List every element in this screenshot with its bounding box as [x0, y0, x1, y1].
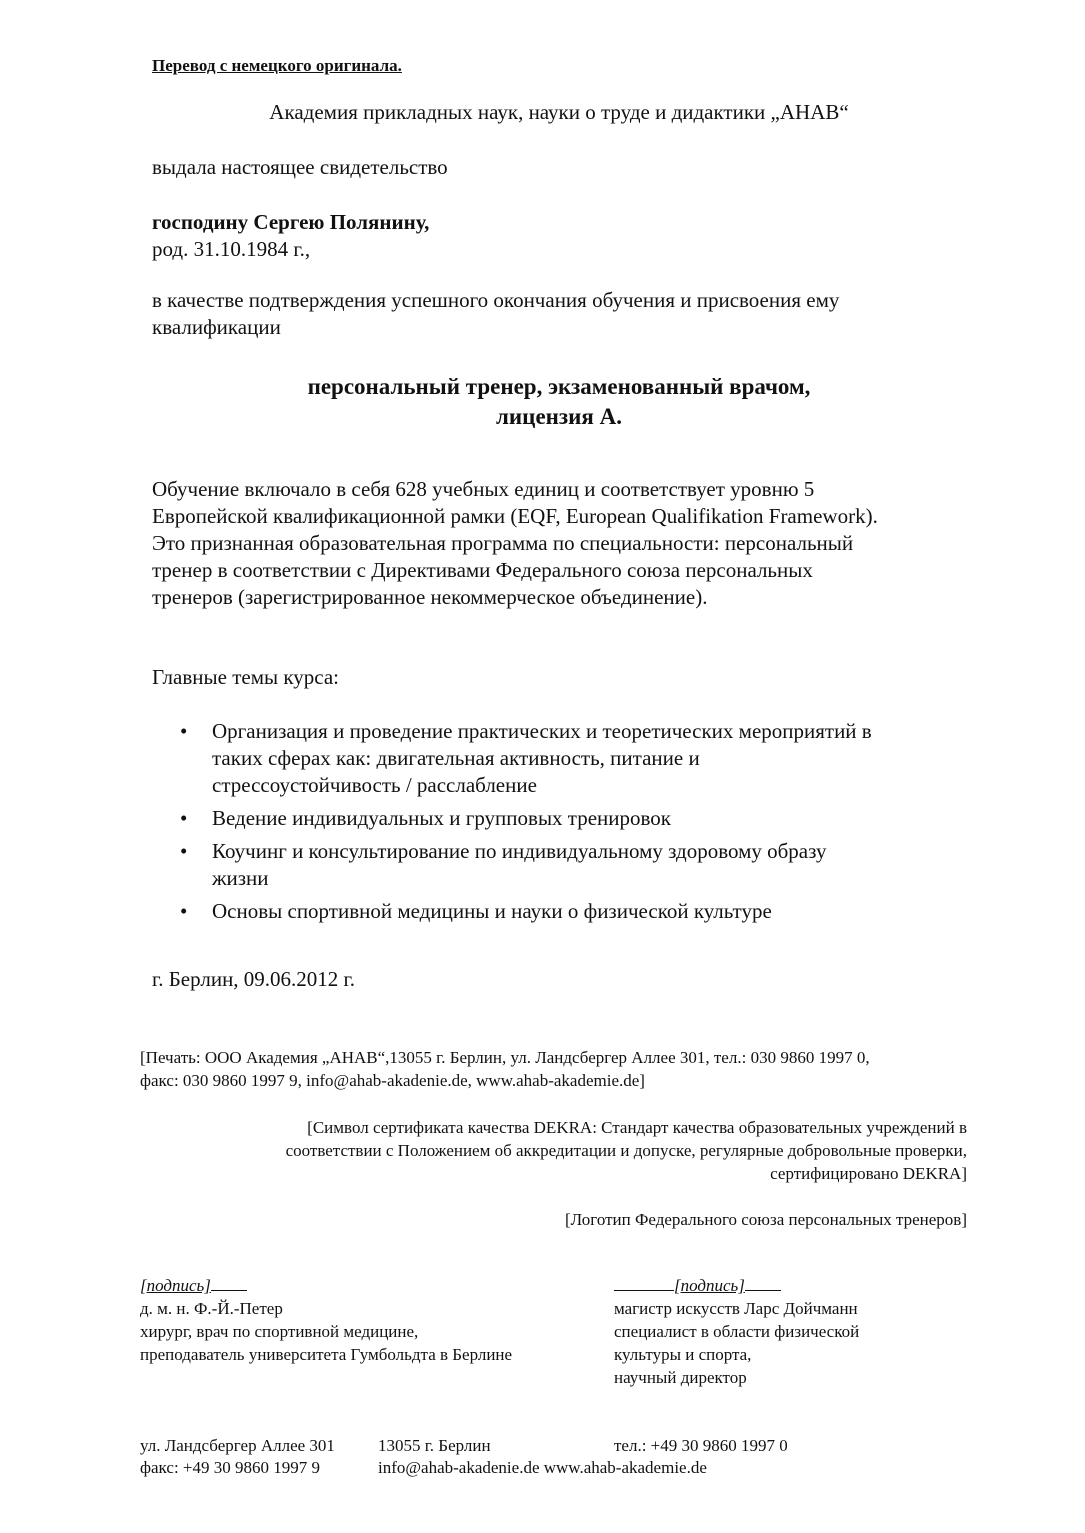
description-paragraph: [152, 476, 878, 611]
signature-mark: [подпись]: [674, 1276, 745, 1295]
place-date: г. Берлин, 09.06.2012 г.: [152, 967, 356, 991]
description-line: Это признанная образовательная программа по специальности: персональный: [152, 531, 854, 555]
footer-address: [140, 1435, 335, 1479]
list-item: [180, 805, 872, 832]
signature-mark: [подпись]: [140, 1276, 211, 1295]
signatory-line: научный директор: [614, 1368, 747, 1387]
intro-line: в качестве подтверждения успешного окончания обучения и присвоения ему: [152, 288, 840, 312]
stamp-line: [Печать: ООО Академия „AHAB“,13055 г. Берлин, ул. Ландсбергер Аллее 301, тел.: 030 9860 1997 0,: [140, 1048, 870, 1067]
recipient-name: господину Сергею Полянину,: [152, 210, 430, 234]
signatory-line: преподаватель университета Гумбольдта в Берлине: [140, 1345, 513, 1364]
academy-name: Академия прикладных наук, науки о труде и дидактики „AHAB“: [269, 100, 849, 124]
dekra-note: [286, 1116, 967, 1185]
topic-line: таких сферах как: двигательная активность, питание и: [212, 746, 700, 770]
signatory-line: специалист в области физической: [614, 1322, 860, 1341]
topic-line: • Организация и проведение практических и теоретических мероприятий в: [212, 719, 872, 743]
signature-mark-row: [614, 1274, 859, 1297]
translation-header: Перевод с немецкого оригинала.: [152, 56, 402, 75]
recipient-birthdate: род. 31.10.1984 г.,: [152, 237, 311, 261]
footer-line: info@ahab-akadenie.de www.ahab-akademie.de: [378, 1458, 707, 1477]
dekra-line: сертифицировано DEKRA]: [770, 1164, 967, 1183]
topics-heading: Главные темы курса:: [152, 665, 339, 689]
signature-mark-row: [140, 1274, 512, 1297]
qualification-title: [0, 372, 1085, 432]
stamp-line: факс: 030 9860 1997 9, info@ahab-akadenie.de, www.ahab-akademie.de]: [140, 1071, 645, 1090]
signatory-line: д. м. н. Ф.-Й.-Петер: [140, 1299, 283, 1318]
list-item: [180, 898, 872, 925]
footer-line: тел.: +49 30 9860 1997 0: [614, 1436, 788, 1455]
list-item: [180, 718, 872, 799]
description-line: тренеров (зарегистрированное некоммерческое объединение).: [152, 585, 708, 609]
signatory-line: культуры и спорта,: [614, 1345, 752, 1364]
list-item: [180, 838, 872, 892]
qualification-line: персональный тренер, экзаменованный врачом,: [307, 374, 811, 399]
description-line: тренер в соответствии с Директивами Федерального союза персональных: [152, 558, 813, 582]
qualification-line: лицензия А.: [496, 404, 622, 429]
topics-list: [180, 718, 872, 931]
signature-block-right: [614, 1274, 859, 1389]
signature-line: [614, 1274, 674, 1291]
description-line: Обучение включало в себя 628 учебных единиц и соответствует уровню 5: [152, 477, 815, 501]
description-line: Европейской квалификационной рамки (EQF, European Qualifikation Framework).: [152, 504, 878, 528]
footer-line: ул. Ландсбергер Аллее 301: [140, 1436, 335, 1455]
footer-phone: [614, 1435, 788, 1457]
footer-line: факс: +49 30 9860 1997 9: [140, 1458, 321, 1477]
intro-line: квалификации: [152, 315, 281, 339]
topic-line: • Коучинг и консультирование по индивидуальному здоровому образу: [212, 839, 827, 863]
signature-line: [211, 1274, 247, 1291]
signature-block-left: [140, 1274, 512, 1366]
dekra-line: соответствии с Положением об аккредитации и допуске, регулярные добровольные проверки,: [285, 1141, 967, 1160]
topic-line: стрессоустойчивость / расслабление: [212, 773, 537, 797]
signatory-line: магистр искусств Ларс Дойчманн: [614, 1299, 858, 1318]
logo-note: [Логотип Федерального союза персональных тренеров]: [565, 1210, 967, 1229]
issued-statement: выдала настоящее свидетельство: [152, 155, 448, 179]
intro-paragraph: [152, 287, 839, 341]
stamp-note: [140, 1046, 870, 1092]
footer-line: 13055 г. Берлин: [378, 1436, 491, 1455]
dekra-line: [Символ сертификата качества DEKRA: Стандарт качества образовательных учреждений в: [307, 1118, 967, 1137]
signatory-line: хирург, врач по спортивной медицине,: [140, 1322, 419, 1341]
topic-line: жизни: [212, 866, 269, 890]
topic-line: • Основы спортивной медицины и науки о физической культуре: [212, 899, 772, 923]
topic-line: • Ведение индивидуальных и групповых тренировок: [212, 806, 672, 830]
signature-line: [745, 1274, 781, 1291]
